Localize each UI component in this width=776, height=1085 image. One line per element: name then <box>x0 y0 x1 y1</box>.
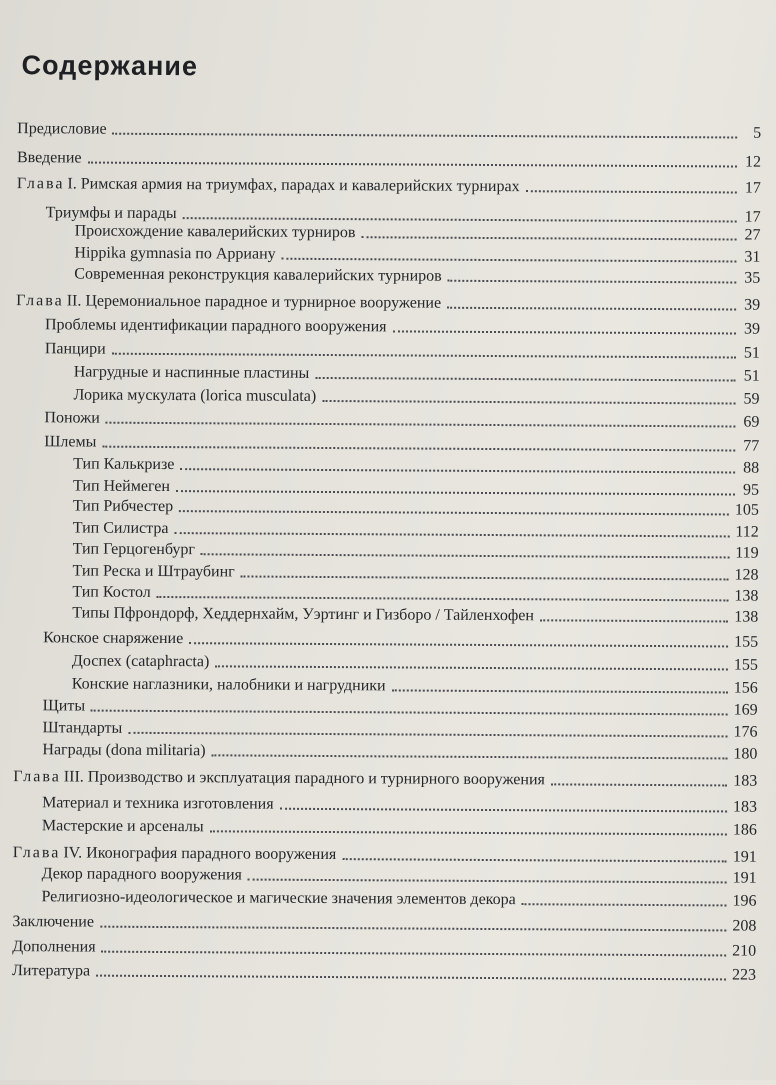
dot-leader <box>102 446 735 452</box>
page-number: 210 <box>732 942 757 960</box>
dot-leader <box>241 575 729 580</box>
page-number: 112 <box>735 523 759 541</box>
toc-entry-text: Тип Неймеген <box>72 477 171 496</box>
toc-entry <box>12 935 756 962</box>
toc-entry-text: Материал и техника изготовления <box>42 794 274 813</box>
toc-entry-text: IV. Иконография парадного вооружения <box>63 844 337 864</box>
page-number: 176 <box>733 723 758 741</box>
toc-entry-text: Тип Рибчестер <box>72 497 174 516</box>
dot-leader <box>201 553 729 558</box>
toc-entry-title <box>42 740 205 761</box>
dot-leader <box>551 783 727 786</box>
dot-leader <box>342 858 726 862</box>
dot-leader <box>100 926 726 932</box>
page-number: 88 <box>743 459 760 477</box>
page-number: 138 <box>734 587 759 605</box>
toc-entry-title <box>73 496 173 517</box>
page-title: Содержание <box>21 50 199 82</box>
toc-entry-text: Нагрудные и наспинные пластины <box>73 363 310 382</box>
dot-leader <box>113 133 738 139</box>
dot-leader <box>112 353 736 359</box>
page-number: 155 <box>734 633 759 651</box>
dot-leader <box>280 808 727 813</box>
dot-leader <box>88 162 738 168</box>
toc-entry-text: Конские наглазники, налобники и нагрудники <box>71 675 386 695</box>
toc-entry-title <box>42 793 274 814</box>
dot-leader <box>522 903 727 906</box>
toc-entry-text: Заключение <box>12 913 95 931</box>
toc-entry <box>43 626 758 652</box>
toc-entry <box>42 862 757 888</box>
page-number: 191 <box>732 869 757 887</box>
dot-leader <box>189 642 728 647</box>
page-number: 39 <box>744 296 761 314</box>
dot-leader <box>180 468 735 473</box>
dot-leader <box>282 258 737 263</box>
page-number: 12 <box>744 153 762 171</box>
dot-leader <box>174 532 729 537</box>
toc-entry-text: I. Римская армия на триумфах, парадах и кавалерийских турнирах <box>67 175 520 196</box>
page-number: 183 <box>733 772 758 790</box>
page-number: 51 <box>743 344 760 362</box>
toc-entry-title <box>41 887 515 910</box>
page-number: 69 <box>743 413 760 431</box>
toc-entry-text: Дополнения <box>12 938 96 956</box>
toc-entry <box>72 649 758 675</box>
toc-entry-title <box>44 432 96 452</box>
toc-entry-title <box>72 603 534 626</box>
toc-entry-title <box>72 674 386 696</box>
dot-leader <box>540 619 728 622</box>
page-number: 196 <box>732 892 757 910</box>
toc-entry-title <box>72 582 151 602</box>
toc-entry-title <box>42 864 242 885</box>
toc-entry-text: III. Производство и эксплуатация парадного и турнирного вооружения <box>63 768 545 789</box>
toc-entry-text: Тип Реска и Штраубинг <box>72 562 235 581</box>
toc-entry-text: Проблемы идентификации парадного вооружения <box>44 316 387 336</box>
toc-entry-title <box>73 539 195 560</box>
toc-entry <box>42 738 757 764</box>
toc-entry <box>17 117 761 144</box>
dot-leader <box>210 830 727 835</box>
toc-entry-text: Происхождение кавалерийских турниров <box>74 222 356 242</box>
page-number: 17 <box>744 208 761 226</box>
toc-entry-text: Шлемы <box>44 433 97 451</box>
toc-entry-title <box>13 767 545 790</box>
toc-entry-title <box>73 454 174 475</box>
toc-entry-text: Награды (dona militaria) <box>42 741 206 760</box>
toc-entry-text: Щиты <box>42 697 86 715</box>
page-number: 35 <box>744 269 761 287</box>
page-number: 5 <box>753 124 762 142</box>
dot-leader <box>96 975 726 981</box>
toc-entry-text: Декор парадного вооружения <box>41 865 242 884</box>
toc-entry <box>42 791 757 817</box>
dot-leader <box>361 236 736 240</box>
page-number: 191 <box>732 848 757 866</box>
dot-leader <box>212 754 728 759</box>
toc-entry-title <box>42 816 204 837</box>
toc-entry-title <box>74 385 317 406</box>
toc-entry-title <box>75 221 356 243</box>
toc-entry-title <box>43 696 86 716</box>
dot-leader <box>157 596 729 601</box>
toc-entry-title <box>45 315 387 337</box>
dot-leader <box>215 665 728 670</box>
toc-entry <box>42 814 757 840</box>
toc-entry-text: Лорика мускулата (lorica musculata) <box>73 386 317 405</box>
dot-leader <box>179 510 729 515</box>
toc-entry <box>12 959 756 986</box>
toc-entry-text: Введение <box>16 149 82 167</box>
page-number: 105 <box>734 501 759 519</box>
toc-entry-text: II. Церемониальное парадное и турнирное вооружение <box>66 292 442 312</box>
toc-entry <box>17 146 761 173</box>
toc-entry <box>44 406 759 432</box>
dot-leader <box>447 307 736 311</box>
toc-entry <box>74 262 760 288</box>
toc-entry-text: Триумфы и парады <box>45 204 177 223</box>
dot-leader <box>106 422 736 428</box>
toc-entry-title <box>17 148 82 168</box>
toc-entry-text: Мастерские и арсеналы <box>41 817 204 836</box>
toc-entry-title <box>74 243 275 264</box>
toc-entry-title <box>12 912 94 932</box>
toc-entry-text: Поножи <box>44 409 100 427</box>
toc-entry <box>41 885 756 911</box>
dot-leader <box>102 951 727 957</box>
toc-entry-text: Панцири <box>44 340 106 358</box>
toc-entry-text: Тип Калькризе <box>73 455 175 474</box>
toc-entry-text: Современная реконструкция кавалерийских турниров <box>74 265 442 285</box>
toc-entry-text: Конское снаряжение <box>43 629 184 648</box>
toc-entry-text: Hippika gymnasia по Арриану <box>74 244 276 263</box>
chapter-prefix: Глава <box>13 768 61 786</box>
toc-entry-title <box>74 264 442 286</box>
dot-leader <box>322 400 735 405</box>
toc-entry-title <box>72 561 234 582</box>
toc-entry-title <box>17 174 520 197</box>
toc-entry <box>17 172 761 199</box>
toc-entry-text: Тип Герцогенбург <box>72 540 196 559</box>
page-number: 169 <box>733 701 758 719</box>
page-number: 186 <box>732 821 757 839</box>
toc-entry <box>45 337 760 363</box>
toc-entry-text: Тип Силистра <box>72 519 169 538</box>
toc-entry <box>12 910 756 937</box>
toc-entry-text: Доспех (cataphracta) <box>71 652 210 671</box>
page-number: 223 <box>732 966 757 984</box>
toc-entry-title <box>72 651 209 672</box>
dot-leader <box>248 879 727 884</box>
toc-entry-title <box>16 291 441 314</box>
toc-entry-title <box>12 937 96 958</box>
toc-entry <box>74 383 760 409</box>
dot-leader <box>128 732 727 738</box>
dot-leader <box>526 190 737 193</box>
page-number: 138 <box>734 608 759 626</box>
toc-entry-title <box>74 362 310 383</box>
page-number: 51 <box>743 367 760 385</box>
toc-entry <box>45 313 760 339</box>
toc-entry-text: Религиозно-идеологическое и магические значения элементов декора <box>41 888 516 909</box>
toc-entry <box>74 360 760 386</box>
page-number: 59 <box>743 390 760 408</box>
toc-entry-title <box>43 628 183 649</box>
chapter-prefix: Глава <box>12 844 61 862</box>
page-number: 128 <box>734 566 759 584</box>
toc-entry-title <box>45 339 106 359</box>
toc-entry <box>13 765 757 792</box>
chapter-prefix: Глава <box>16 292 64 310</box>
page-number: 39 <box>743 320 761 338</box>
toc-entry-text: Предисловие <box>17 120 107 138</box>
page-number: 95 <box>742 481 760 499</box>
page-number: 27 <box>744 226 761 244</box>
toc-entry-text: Типы Пфрондорф, Хеддернхайм, Уэртинг и Гизборо / Тайленхофен <box>72 604 534 625</box>
dot-leader <box>315 377 735 382</box>
toc-entry <box>16 289 760 316</box>
toc-entry <box>72 601 758 627</box>
dot-leader <box>392 689 728 693</box>
page-number: 208 <box>732 917 757 935</box>
toc-entry-title <box>73 518 169 539</box>
chapter-prefix: Глава <box>16 175 65 193</box>
toc-entry-text: Тип Костол <box>72 583 151 601</box>
page-number: 77 <box>743 437 760 455</box>
dot-leader <box>91 710 728 716</box>
page-number: 183 <box>733 798 758 816</box>
page-number: 17 <box>744 179 761 197</box>
page-number: 180 <box>733 745 758 763</box>
page-number: 155 <box>733 656 759 674</box>
toc-entry-title <box>44 408 99 428</box>
toc-entry-text: Штандарты <box>42 719 123 737</box>
toc-entry-title <box>12 961 90 981</box>
toc-entry-title <box>42 718 122 738</box>
page-number: 31 <box>744 248 761 266</box>
toc-entry-text: Литература <box>12 962 91 980</box>
toc-entry-title <box>17 119 107 140</box>
dot-leader <box>448 280 737 284</box>
dot-leader <box>392 330 735 334</box>
page-number: 156 <box>733 679 758 697</box>
page-number: 119 <box>735 544 759 562</box>
